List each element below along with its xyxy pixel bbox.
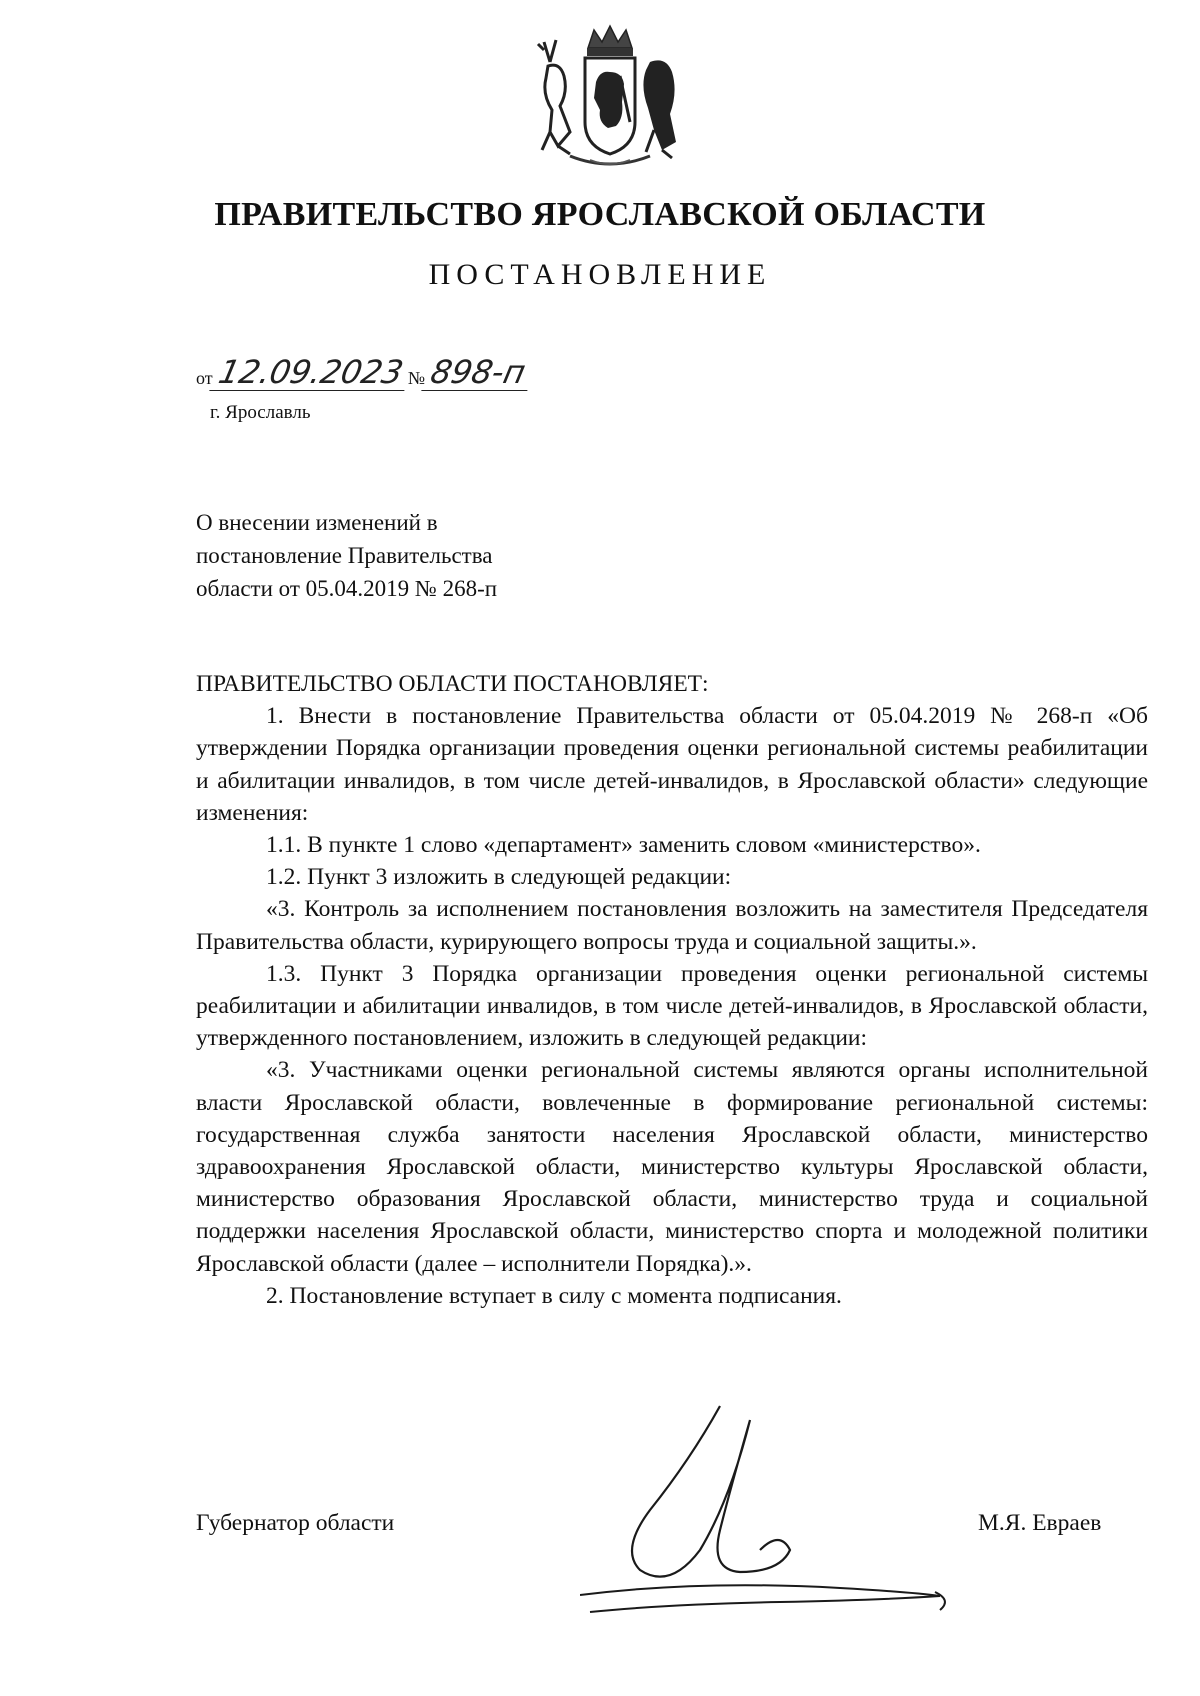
document-type: ПОСТАНОВЛЕНИЕ [428, 258, 772, 291]
subject-line: О внесении изменений в [196, 510, 438, 535]
document-date: 12.09.2023 [209, 356, 412, 391]
paragraph-1-1: 1.1. В пункте 1 слово «департамент» заменить словом «министерство». [266, 832, 981, 859]
date-number-line [196, 353, 531, 391]
decree-heading: ПРАВИТЕЛЬСТВО ОБЛАСТИ ПОСТАНОВЛЯЕТ: [196, 671, 709, 697]
paragraph-1-3-quote: «3. Участниками оценки региональной системы являются органы исполнительной власти Ярославской области, вовлеченные в формирование региональной системы: государственная служба занятости населения Ярославской области, министерство здравоохранения Ярославской области, министерство культуры Ярославской области, министерство образования Ярославской области, министерство труда и социальной поддержки населения Ярославской области, министерство спорта и молодежной политики Ярославской области (далее – исполнители Порядка).». [196, 1057, 1148, 1277]
document-body [196, 668, 1148, 1312]
signer-name: М.Я. Евраев [978, 1510, 1102, 1536]
subject-line: постановление Правительства [196, 543, 493, 568]
signer-role: Губернатор области [196, 1510, 395, 1536]
government-title: ПРАВИТЕЛЬСТВО ЯРОСЛАВСКОЙ ОБЛАСТИ [214, 196, 986, 233]
paragraph-1: 1. Внести в постановление Правительства области от 05.04.2019 № 268-п «Об утверждении Порядка организации проведения оценки региональной системы реабилитации и абилитации инвалидов, в том числе детей-инвалидов, в Ярославской области» следующие изменения: [196, 703, 1148, 826]
paragraph-2: 2. Постановление вступает в силу с момента подписания. [266, 1282, 842, 1309]
paragraph-1-2: 1.2. Пункт 3 изложить в следующей редакции: [266, 864, 732, 891]
number-label: № [407, 368, 426, 388]
city: г. Ярославль [210, 402, 311, 423]
handwritten-signature [580, 1400, 960, 1630]
subject-line: области от 05.04.2019 № 268-п [196, 576, 498, 601]
from-label: от [196, 368, 213, 388]
paragraph-1-2-quote: «3. Контроль за исполнением постановления возложить на заместителя Председателя Правительства области, курирующего вопросы труда и социальной защиты.». [196, 896, 1148, 955]
coat-of-arms-icon [530, 22, 690, 172]
document-number: 898-п [421, 356, 534, 391]
paragraph-1-3: 1.3. Пункт 3 Порядка организации проведения оценки региональной системы реабилитации и абилитации инвалидов, в том числе детей-инвалидов, в Ярославской области, утвержденного постановлением, изложить в следующей редакции: [196, 960, 1148, 1052]
document-subject [196, 506, 696, 605]
